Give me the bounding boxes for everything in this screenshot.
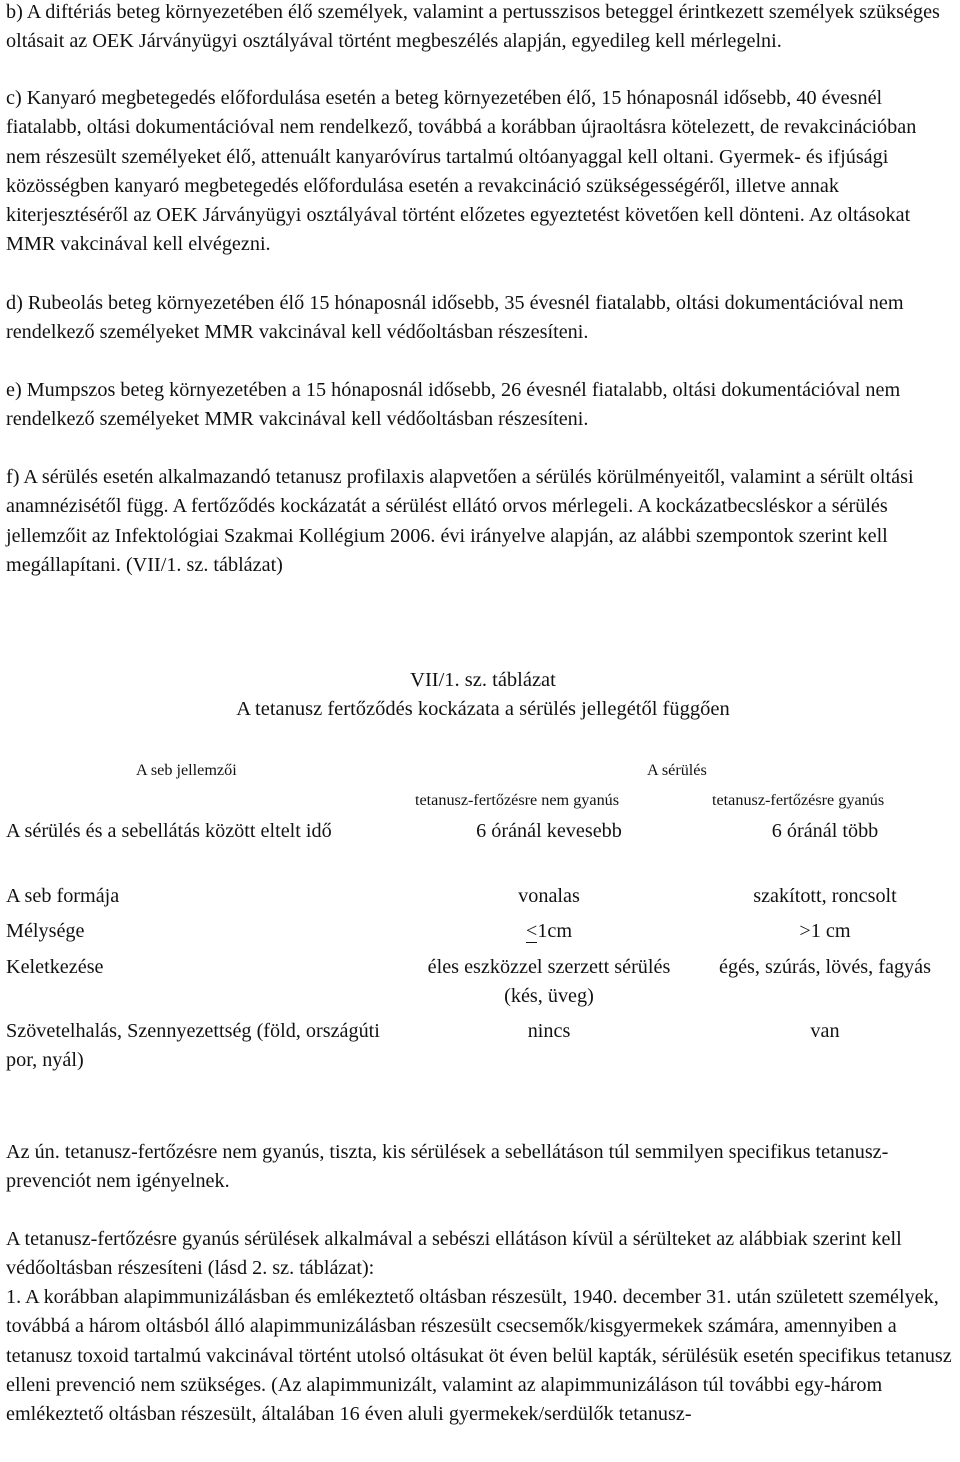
cell-suspect: 6 óránál több: [771, 820, 879, 842]
paragraph-item-1: 1. A korábban alapimmunizálásban és emlékeztető oltásban részesült, 1940. december 31. után született személyek, továbbá a három oltásból álló alapimmunizálásban részesült csecsemők/kisgyermekek számára, amennyiben a tetanusz toxoid tartalmú vakcinával történt utolsó oltásukat öt éven belül kapták, sérülésük esetén specifikus tetanusz elleni prevenció nem szükséges. (Az alapimmunizált, valamint az alapimmunizáláson túl további egy-három emlékeztető oltásban részesült, általában 16 éven aluli gyermekek/serdülők tetanusz-: [6, 1286, 952, 1426]
cell-not-suspect: éles eszközzel szerzett sérülés (kés, üveg): [427, 956, 671, 1007]
table-header-injury: A sérülés: [647, 761, 707, 779]
row-label: A seb formája: [6, 885, 120, 907]
row-label: A sérülés és a sebellátás között eltelt idő: [6, 820, 332, 842]
row-label: Szövetelhalás, Szennyezettség (föld, országúti por, nyál): [6, 1020, 380, 1071]
paragraph-e: e) Mumpszos beteg környezetében a 15 hónaposnál idősebb, 26 évesnél fiatalabb, oltási dokumentációval nem rendelkező személyeket MMR vakcinával kell védőoltásban részesíteni.: [6, 379, 901, 431]
row-label: Keletkezése: [6, 956, 104, 978]
row-label: Mélysége: [6, 920, 85, 942]
paragraph-not-suspect-note: Az ún. tetanusz-fertőzésre nem gyanús, tiszta, kis sérülések a sebellátáson túl semmilyen specifikus tetanusz-prevenciót nem igényelnek.: [6, 1141, 889, 1193]
table-header-wound-characteristics: A seb jellemzői: [136, 761, 237, 779]
paragraph-c: c) Kanyaró megbetegedés előfordulása esetén a beteg környezetében élő, 15 hónaposnál idősebb, 40 évesnél fiatalabb, oltási dokumentációval nem rendelkező, továbbá a korábban újraoltásra kötelezett, de revakcinációban nem részesült személyeket élő, attenuált kanyaróvírus tartalmú oltóanyaggal kell oltani. Gyermek- és ifjúsági közösségben kanyaró megbetegedés előfordulása esetén a revakcináció szükségességéről, illetve annak kiterjesztéséről az OEK Járványügyi osztályával történt előzetes egyeztetést követően kell dönteni. Az oltásokat MMR vakcinával kell elvégezni.: [6, 87, 917, 256]
paragraph-d: d) Rubeolás beteg környezetében élő 15 hónaposnál idősebb, 35 évesnél fiatalabb, oltási dokumentációval nem rendelkező személyeket MMR vakcinával kell védőoltásban részesíteni.: [6, 292, 904, 344]
cell-suspect: >1 cm: [799, 920, 851, 942]
cell-not-suspect: nincs: [527, 1020, 571, 1042]
cell-not-suspect: [415, 917, 683, 946]
paragraph-suspect-intro: A tetanusz-fertőzésre gyanús sérülések alkalmával a sebészi ellátáson kívül a sérülteket az alábbiak szerint kell védőoltásban részesíteni (lásd 2. sz. táblázat):: [6, 1228, 902, 1280]
depth-value: 1cm: [537, 920, 573, 942]
paragraph-b: b) A diftériás beteg környezetében élő személyek, valamint a pertusszisos beteggel érintkezett személyek szükséges oltásait az OEK Járványügyi osztályával történt megbeszélés alapján, egyedileg kell mérlegelni.: [6, 1, 940, 53]
table-header-suspect: tetanusz-fertőzésre gyanús: [712, 791, 885, 809]
table-caption-title: A tetanusz fertőződés kockázata a sérülés jellegétől függően: [236, 698, 730, 720]
cell-suspect: van: [810, 1020, 840, 1042]
cell-suspect: szakított, roncsolt: [753, 885, 897, 907]
cell-not-suspect: vonalas: [518, 885, 580, 907]
less-or-equal-symbol: <: [526, 917, 537, 946]
cell-not-suspect: 6 óránál kevesebb: [476, 820, 622, 842]
table-caption-number: VII/1. sz. táblázat: [410, 669, 556, 691]
table-header-not-suspect: tetanusz-fertőzésre nem gyanús: [415, 791, 620, 809]
paragraph-f: f) A sérülés esetén alkalmazandó tetanusz profilaxis alapvetően a sérülés körülményeitől, valamint a sérült oltási anamnézisétől függ. A fertőződés kockázatát a sérülést ellátó orvos mérlegeli. A kockázatbecsléskor a sérülés jellemzőit az Infektológiai Szakmai Kollégium 2006. évi irányelve alapján, az alábbi szempontok szerint kell megállapítani. (VII/1. sz. táblázat): [6, 466, 914, 576]
cell-suspect: égés, szúrás, lövés, fagyás: [719, 956, 931, 978]
